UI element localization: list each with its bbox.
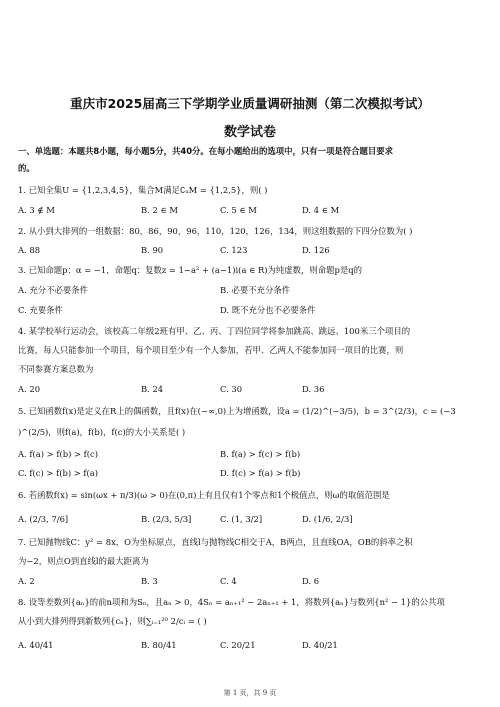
q6-option-b: B. (2/3, 5/3] bbox=[141, 514, 192, 524]
section-heading-cont: 的。 bbox=[18, 163, 35, 173]
q2-option-c: C. 123 bbox=[220, 245, 248, 255]
q2-option-a: A. 88 bbox=[18, 245, 41, 255]
q4-option-a: A. 20 bbox=[18, 384, 41, 394]
q6-option-a: A. (2/3, 7/6] bbox=[18, 514, 69, 524]
exam-subtitle: 数学试卷 bbox=[223, 125, 276, 140]
question-5-line-2: )^(2/5)，则f(a)，f(b)，f(c)的大小关系是( ) bbox=[18, 427, 186, 437]
q5-option-d: D. f(c) > f(a) > f(b) bbox=[220, 468, 301, 478]
q3-option-d: D. 既不充分也不必要条件 bbox=[220, 305, 316, 315]
q1-option-a: A. 3 ∉ M bbox=[18, 205, 55, 215]
q4-option-c: C. 30 bbox=[220, 384, 243, 394]
exam-title: 重庆市2025届高三下学期学业质量调研抽测（第二次模拟考试） bbox=[70, 96, 430, 111]
q4-option-b: B. 24 bbox=[141, 384, 164, 394]
q3-option-c: C. 充要条件 bbox=[18, 305, 63, 315]
question-4-line-2: 比赛，每人只能参加一个项目，每个项目至少有一个人参加，若甲、乙两人不能参加同一项目的比赛，则 bbox=[18, 345, 404, 355]
q8-option-a: A. 40/41 bbox=[18, 640, 54, 650]
q3-option-b: B. 必要不充分条件 bbox=[220, 285, 291, 295]
section-heading: 一、单选题：本题共8小题，每小题5分，共40分。在每小题给出的选项中，只有一项是符合题目要求 bbox=[18, 146, 394, 156]
q8-option-b: B. 80/41 bbox=[141, 640, 177, 650]
question-8-line-2: 从小到大排列得到新数列{cₙ}，则∑ᵢ₌₁²⁰ 2/cᵢ = ( ) bbox=[18, 616, 207, 626]
question-2: 2. 从小到大排列的一组数据：80，86，90，96，110，120，126，134，则这组数据的下四分位数为( ) bbox=[18, 226, 413, 236]
q4-option-d: D. 36 bbox=[302, 384, 325, 394]
q7-option-b: B. 3 bbox=[141, 576, 158, 586]
question-3: 3. 已知命题p：α = −1，命题q：复数z = 1−a² + (a−1)i(a ∈ R)为纯虚数，则命题p是q的 bbox=[18, 265, 363, 275]
question-8-line-1: 8. 设等差数列{aₙ}的前n项和为Sₙ，且aₙ > 0，4Sₙ = aₙ₊₁² − 2aₙ₊₁ + 1，将数列{aₙ}与数列{n² − 1}的公共项 bbox=[18, 597, 445, 607]
page-footer: 第 1 页，共 9 页 bbox=[223, 689, 277, 697]
q6-option-c: C. (1, 3/2] bbox=[220, 514, 263, 524]
q6-option-d: D. (1/6, 2/3] bbox=[302, 514, 353, 524]
q7-option-d: D. 6 bbox=[302, 576, 320, 586]
q1-option-c: C. 5 ∈ M bbox=[220, 205, 257, 215]
q5-option-a: A. f(a) > f(b) > f(c) bbox=[18, 449, 99, 459]
q1-option-d: D. 4 ∈ M bbox=[302, 205, 340, 215]
q8-option-d: D. 40/21 bbox=[302, 640, 338, 650]
question-4-line-3: 不同参赛方案总数为 bbox=[18, 364, 94, 374]
question-7-line-1: 7. 已知抛物线C：y² = 8x，O为坐标原点，直线l与抛物线C相交于A，B两点，且直线OA，OB的斜率之积 bbox=[18, 537, 413, 547]
q2-option-d: D. 126 bbox=[302, 245, 330, 255]
question-5-line-1: 5. 已知函数f(x)是定义在R上的偶函数，且f(x)在(−∞,0)上为增函数，设a = (1/2)^(−3/5)，b = 3^(2/3)，c = (−3 bbox=[18, 406, 456, 416]
q7-option-a: A. 2 bbox=[18, 576, 35, 586]
q2-option-b: B. 90 bbox=[141, 245, 164, 255]
question-6: 6. 若函数f(x) = sin(ωx + π/3)(ω > 0)在(0,π)上有且仅有1个零点和1个极值点，则ω的取值范围是 bbox=[18, 490, 390, 500]
q7-option-c: C. 4 bbox=[220, 576, 237, 586]
question-1: 1. 已知全集U = {1,2,3,4,5}，集合M满足∁ᵤM = {1,2,5}，则( ) bbox=[18, 185, 268, 195]
q3-option-a: A. 充分不必要条件 bbox=[18, 285, 88, 295]
q5-option-b: B. f(a) > f(c) > f(b) bbox=[220, 449, 301, 459]
q1-option-b: B. 2 ∈ M bbox=[141, 205, 178, 215]
question-4-line-1: 4. 某学校举行运动会，该校高二年级2班有甲、乙、丙、丁四位同学将参加跳高、跳远、100米三个项目的 bbox=[18, 326, 411, 336]
q8-option-c: C. 20/21 bbox=[220, 640, 256, 650]
q5-option-c: C. f(c) > f(b) > f(a) bbox=[18, 468, 99, 478]
question-7-line-2: 为−2，则点O到直线l的最大距离为 bbox=[18, 556, 149, 566]
